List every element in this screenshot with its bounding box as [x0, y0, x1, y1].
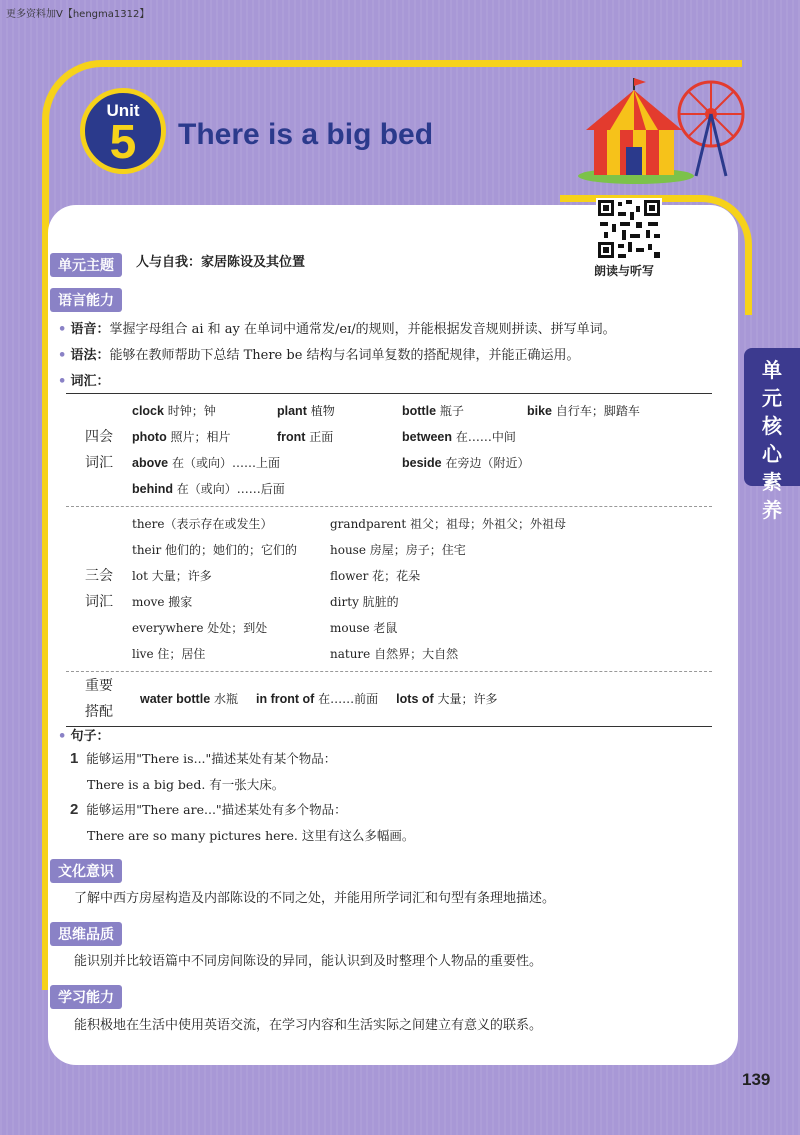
vocab-three-cell: mouse 老鼠	[330, 621, 398, 635]
vocab-phrase-row	[132, 672, 712, 726]
vocab-word: photo	[132, 430, 167, 444]
vocab-three-cell: live 住；居住	[132, 647, 206, 661]
vocab-row-three	[66, 507, 712, 672]
circus-tent-icon	[576, 72, 746, 184]
vocab-four-grid	[132, 394, 712, 506]
sentence-2-desc	[70, 800, 347, 818]
vocab-row-phrases	[66, 672, 712, 726]
vocab-row-four	[66, 394, 712, 507]
vocab-meaning: 瓶子	[439, 404, 464, 418]
phrase-word: in front of	[256, 692, 315, 706]
culture-tag: 文化意识	[50, 859, 122, 883]
page-number: 139	[742, 1070, 771, 1089]
vocab-four-cell	[132, 398, 277, 424]
phrase-meaning: 大量；许多	[437, 692, 498, 706]
phrase-meaning: 在……前面	[318, 692, 379, 706]
pronunciation-label: 语音：	[70, 322, 110, 337]
phrase-item	[396, 686, 497, 712]
vocab-word: bike	[527, 404, 553, 418]
unit-badge	[80, 88, 166, 174]
vocab-four-cell	[527, 450, 687, 476]
vocab-word: beside	[402, 456, 442, 470]
vocab-four-cell	[527, 424, 687, 450]
pronunciation-text: 掌握字母组合 ai 和 ay 在单词中通常发/eɪ/的规则，并能根据发音规则拼读、拼写单词。	[109, 322, 616, 337]
vocab-three-grid	[132, 507, 712, 671]
culture-text: 了解中西方房屋构造及内部陈设的不同之处，并能用所学词汇和句型有条理地描述。	[74, 891, 556, 906]
pronunciation-line: • 语音：掌握字母组合 ai 和 ay 在单词中通常发/eɪ/的规则，并能根据发音规则拼读、拼写单词。	[58, 322, 616, 337]
qr-code-icon	[596, 198, 662, 260]
sentence-2-num: 2	[70, 801, 79, 818]
page-title: There is a big bed	[178, 118, 434, 151]
vocab-three-cell: there（表示存在或发生）	[132, 517, 273, 531]
vocab-four-label-2: 词汇	[85, 455, 113, 471]
vocab-label: 词汇：	[70, 374, 110, 389]
grammar-label: 语法：	[70, 348, 110, 363]
vocab-line: • 词汇：	[58, 374, 110, 389]
learning-tag: 学习能力	[50, 985, 122, 1009]
learning-text: 能积极地在生活中使用英语交流，在学习内容和生活实际之间建立有意义的联系。	[74, 1018, 543, 1033]
theme-text: 人与自我：家居陈设及其位置	[136, 255, 306, 270]
phrase-meaning: 水瓶	[213, 692, 238, 706]
vocab-four-cell	[527, 398, 687, 424]
vocab-three-label	[66, 507, 132, 671]
vocab-four-cell	[132, 424, 277, 450]
vocab-four-label-1: 四会	[85, 429, 113, 445]
vocab-four-cell	[277, 476, 402, 502]
sentence-line: • 句子：	[58, 729, 110, 744]
vocab-three-cell: lot 大量；许多	[132, 569, 212, 583]
thinking-text: 能识别并比较语篇中不同房间陈设的异同，能认识到及时整理个人物品的重要性。	[74, 954, 543, 969]
watermark: 更多资料加V【hengma1312】	[6, 9, 150, 20]
phrase-item	[256, 686, 378, 712]
vocab-four-cell	[132, 476, 285, 502]
language-tag: 语言能力	[50, 288, 122, 312]
vocab-meaning: 正面	[309, 430, 334, 444]
vocab-meaning: 在旁边（附近）	[445, 456, 530, 470]
vocab-meaning: 自行车；脚踏车	[555, 404, 640, 418]
vocab-four-cell	[402, 450, 530, 476]
unit-word: Unit	[106, 101, 140, 120]
theme-tag: 单元主题	[50, 253, 122, 277]
vocab-meaning: 在（或向）……上面	[171, 456, 280, 470]
vocab-meaning: 在（或向）……后面	[176, 482, 285, 496]
phrase-word: lots of	[396, 692, 434, 706]
side-tab-label: 单元核心素养	[762, 358, 782, 522]
vocab-phrase-label-1: 重要	[85, 678, 113, 694]
vocab-word: behind	[132, 482, 173, 496]
vocab-three-cell: house 房屋；房子；住宅	[330, 543, 466, 557]
grammar-line: • 语法：能够在教师帮助下总结 There be 结构与名词单复数的搭配规律，并能正确运用。	[58, 348, 580, 363]
qr-label: 朗读与听写	[594, 264, 655, 278]
phrase-word: water bottle	[140, 692, 211, 706]
sentence-1-example: There is a big bed. 有一张大床。	[87, 777, 285, 792]
vocab-three-cell: nature 自然界；大自然	[330, 647, 459, 661]
vocab-four-cell	[132, 450, 280, 476]
vocab-three-label-2: 词汇	[85, 594, 113, 610]
vocab-word: bottle	[402, 404, 437, 418]
vocab-four-cell	[277, 450, 402, 476]
grammar-text: 能够在教师帮助下总结 There be 结构与名词单复数的搭配规律，并能正确运用。	[109, 348, 580, 363]
sentence-1-num: 1	[70, 750, 79, 767]
vocab-three-cell: grandparent 祖父；祖母；外祖父；外祖母	[330, 517, 567, 531]
sentence-1-desc	[70, 749, 336, 767]
vocab-four-label	[66, 394, 132, 506]
vocab-four-cell	[402, 398, 527, 424]
phrase-item	[140, 686, 238, 712]
vocab-four-cell	[527, 476, 687, 502]
vocab-word: plant	[277, 404, 307, 418]
sentence-1-desc-text: 能够运用"There is..."描述某处有某个物品：	[86, 751, 337, 766]
unit-number: 5	[109, 116, 137, 169]
vocab-three-cell: dirty 肮脏的	[330, 595, 399, 609]
vocab-meaning: 在……中间	[455, 430, 516, 444]
vocab-four-cell	[402, 476, 527, 502]
vocab-meaning: 时钟；钟	[167, 404, 216, 418]
vocab-three-label-1: 三会	[85, 568, 113, 584]
vocab-four-cell	[402, 424, 527, 450]
vocab-three-cell: flower 花；花朵	[330, 569, 421, 583]
vocab-phrase-label	[66, 672, 132, 726]
sentence-2-desc-text: 能够运用"There are..."描述某处有多个物品：	[86, 802, 347, 817]
vocab-word: clock	[132, 404, 164, 418]
vocab-three-cell: everywhere 处处；到处	[132, 621, 268, 635]
vocab-meaning: 照片；相片	[170, 430, 231, 444]
sentence-2-example: There are so many pictures here. 这里有这么多幅画。	[87, 828, 415, 843]
vocab-meaning: 植物	[310, 404, 335, 418]
vocab-word: between	[402, 430, 453, 444]
thinking-tag: 思维品质	[50, 922, 122, 946]
vocab-three-cell: their 他们的；她们的；它们的	[132, 543, 298, 557]
vocab-four-cell	[277, 424, 402, 450]
vocab-four-cell	[277, 398, 402, 424]
vocab-word: front	[277, 430, 306, 444]
side-tab	[744, 348, 800, 522]
vocab-word: above	[132, 456, 169, 470]
vocab-table	[66, 393, 712, 727]
vocab-phrase-label-2: 搭配	[85, 704, 113, 720]
vocab-three-cell: move 搬家	[132, 595, 193, 609]
sentence-label: 句子：	[70, 729, 110, 744]
